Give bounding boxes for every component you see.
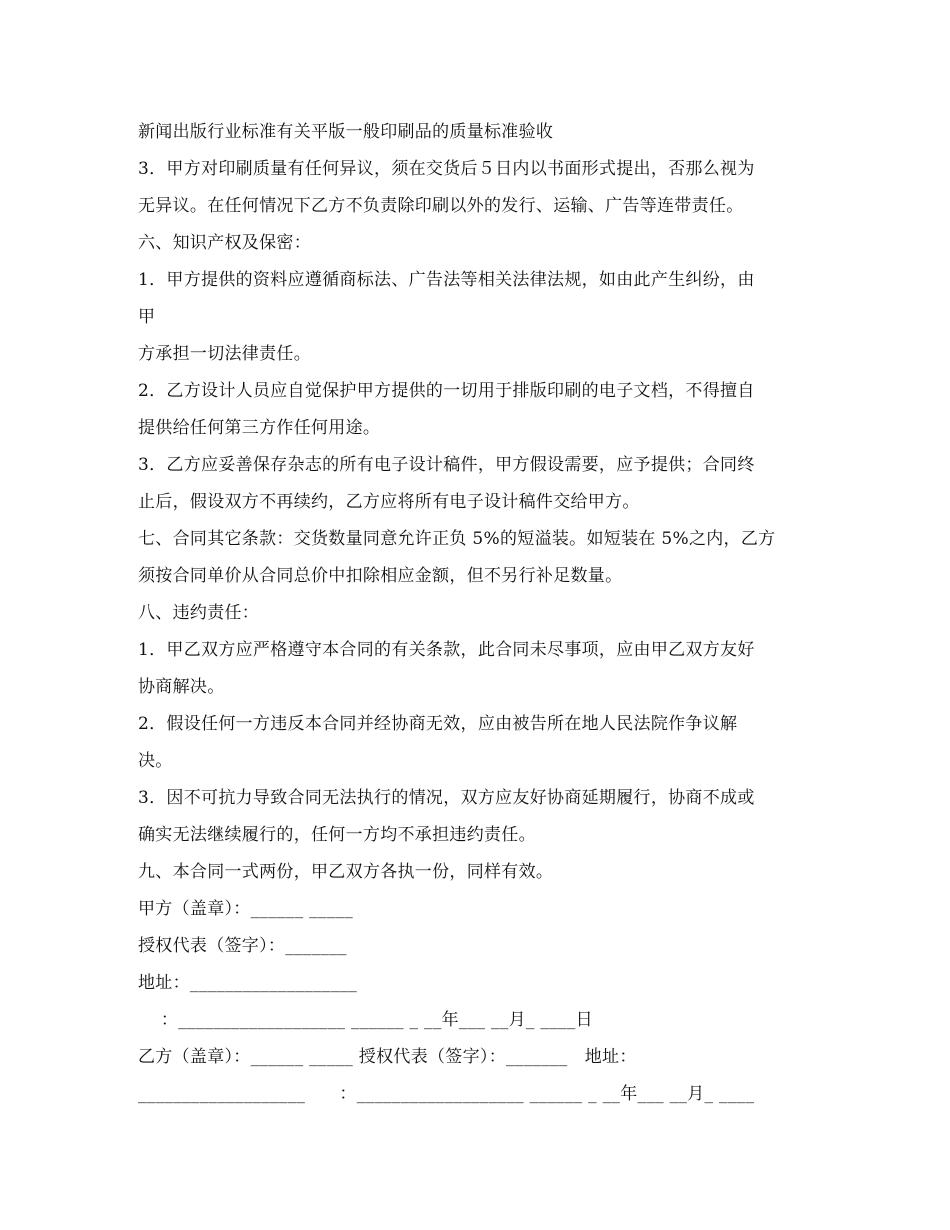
text-line: 止后，假设双方不再续约，乙方应将所有电子设计稿件交给甲方。	[138, 492, 640, 512]
text-line: 新闻出版行业标准有关平版一般印刷品的质量标准验收	[138, 122, 554, 142]
text-line: 确实无法继续履行的，任何一方均不承担违约责任。	[138, 825, 536, 845]
text-line: 须按合同单价从合同总价中扣除相应金额，但不另行补足数量。	[138, 566, 623, 586]
text-line: 2．乙方设计人员应自觉保护甲方提供的一切用于排版印刷的电子文档，不得擅自	[138, 381, 755, 401]
text-line: 提供给任何第三方作任何用途。	[138, 418, 381, 438]
text-line: 3．乙方应妥善保存杂志的所有电子设计稿件，甲方假设需要，应予提供；合同终	[138, 455, 755, 475]
signature-line-party-a: 甲方（盖章）：______ _____	[138, 899, 354, 919]
signature-line-party-b: 乙方（盖章）：______ _____ 授权代表（签字）：_______ 地址：	[138, 1047, 637, 1067]
text-line: 无异议。在任何情况下乙方不负责除印刷以外的发行、运输、广告等连带责任。	[138, 196, 744, 216]
text-line: 协商解决。	[138, 677, 225, 697]
date-line: ：___________________ ______ _ __年___ __月_ ____日	[138, 1010, 593, 1030]
section-heading: 九、本合同一式两份，甲乙双方各执一份，同样有效。	[138, 862, 554, 882]
text-line: 方承担一切法律责任。	[138, 344, 311, 364]
text-line: 2．假设任何一方违反本合同并经协商无效，应由被告所在地人民法院作争议解	[138, 714, 738, 734]
section-heading: 八、违约责任：	[138, 603, 260, 623]
text-line: 1．甲方提供的资料应遵循商标法、广告法等相关法律法规，如由此产生纠纷，由	[138, 270, 755, 290]
text-line: 决。	[138, 751, 173, 771]
section-heading: 六、知识产权及保密：	[138, 233, 311, 253]
document-body	[138, 114, 818, 1113]
signature-line-representative: 授权代表（签字）：_______	[138, 936, 347, 956]
address-line: 地址：___________________	[138, 973, 358, 993]
text-line: 3．因不可抗力导致合同无法执行的情况，双方应友好协商延期履行，协商不成或	[138, 788, 755, 808]
section-heading: 七、合同其它条款：交货数量同意允许正负 5%的短溢装。如短装在 5%之内，乙方	[138, 529, 776, 549]
text-line: 1．甲乙双方应严格遵守本合同的有关条款，此合同未尽事项，应由甲乙双方友好	[138, 640, 755, 660]
text-line: 3．甲方对印刷质量有任何异议，须在交货后５日内以书面形式提出，否那么视为	[138, 159, 755, 179]
text-line: 甲	[138, 307, 156, 327]
date-line: ___________________ ：___________________ ______ _ __年___ __月_ ____	[138, 1084, 755, 1104]
